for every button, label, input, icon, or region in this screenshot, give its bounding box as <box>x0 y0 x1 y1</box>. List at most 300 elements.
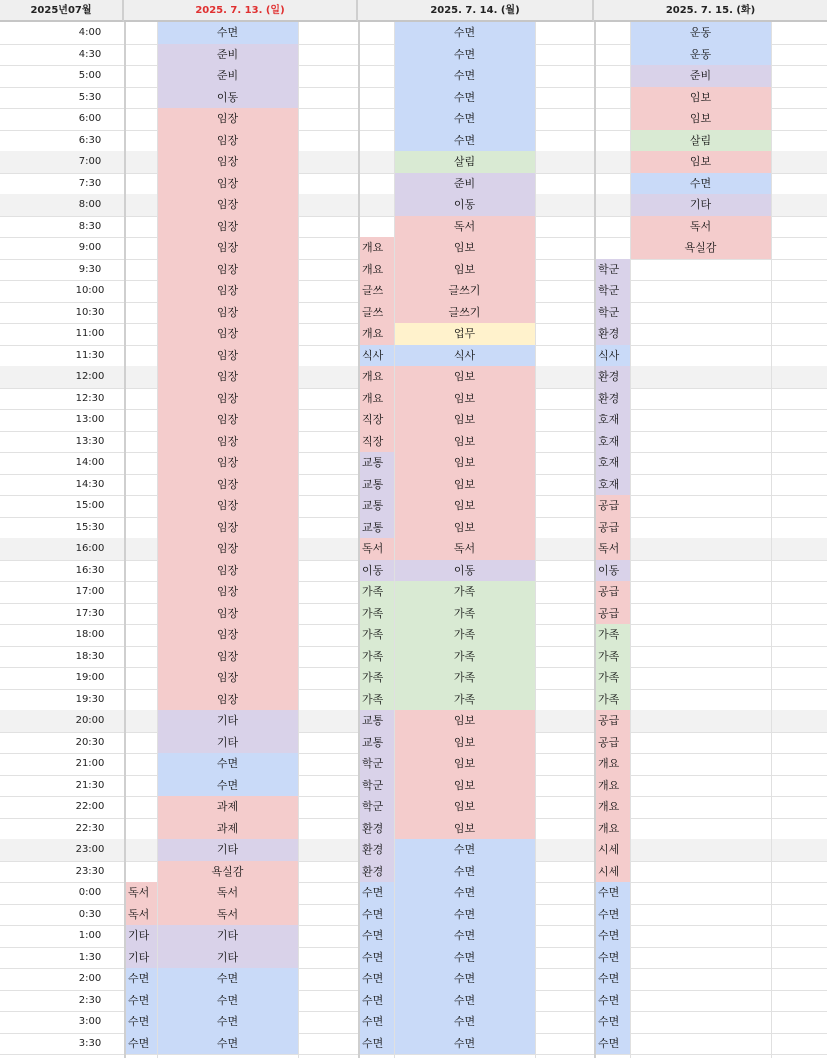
time-cell[interactable]: 2:00 <box>78 973 102 984</box>
time-cell[interactable]: 13:00 <box>75 414 105 425</box>
schedule-cell[interactable] <box>124 517 157 539</box>
schedule-cell[interactable]: 욕실감 <box>157 861 298 883</box>
schedule-cell[interactable]: 기타 <box>630 194 771 216</box>
schedule-cell[interactable]: 임보 <box>394 775 535 797</box>
schedule-cell[interactable]: 수면 <box>594 904 630 926</box>
schedule-cell[interactable] <box>358 22 394 44</box>
schedule-cell[interactable]: 임보 <box>394 452 535 474</box>
schedule-cell[interactable] <box>124 108 157 130</box>
schedule-cell[interactable] <box>124 173 157 195</box>
schedule-cell[interactable]: 공급 <box>594 517 630 539</box>
schedule-cell[interactable]: 교통 <box>358 732 394 754</box>
schedule-cell[interactable] <box>594 108 630 130</box>
schedule-cell[interactable]: 임장 <box>157 302 298 324</box>
schedule-cell[interactable]: 업무 <box>394 323 535 345</box>
schedule-cell[interactable]: 이동 <box>358 560 394 582</box>
schedule-cell[interactable]: 개요 <box>594 796 630 818</box>
schedule-cell[interactable]: 수면 <box>394 1033 535 1055</box>
time-cell[interactable]: 10:30 <box>75 306 105 318</box>
schedule-cell[interactable]: 임장 <box>157 130 298 152</box>
schedule-cell[interactable] <box>630 538 771 560</box>
schedule-cell[interactable]: 수면 <box>394 130 535 152</box>
time-cell[interactable]: 0:30 <box>78 908 102 920</box>
schedule-cell[interactable] <box>358 44 394 66</box>
schedule-cell[interactable]: 수면 <box>594 1033 630 1055</box>
schedule-cell[interactable]: 수면 <box>594 947 630 969</box>
schedule-cell[interactable]: 가족 <box>394 667 535 689</box>
schedule-cell[interactable] <box>124 624 157 646</box>
schedule-cell[interactable]: 글쓰기 <box>394 280 535 302</box>
time-cell[interactable]: 14:00 <box>75 457 105 468</box>
schedule-cell[interactable]: 수면 <box>157 22 298 44</box>
schedule-cell[interactable] <box>358 130 394 152</box>
time-cell[interactable]: 9:30 <box>78 263 102 275</box>
schedule-cell[interactable] <box>594 65 630 87</box>
schedule-cell[interactable]: 식사 <box>358 345 394 367</box>
schedule-cell[interactable]: 가족 <box>394 603 535 625</box>
schedule-cell[interactable]: 임장 <box>157 689 298 711</box>
schedule-cell[interactable]: 독서 <box>124 904 157 926</box>
schedule-cell[interactable] <box>124 130 157 152</box>
time-cell[interactable]: 7:00 <box>78 156 102 167</box>
time-cell[interactable]: 2:30 <box>78 994 102 1006</box>
day-header-2[interactable]: 2025. 7. 14. (월) <box>358 0 594 22</box>
schedule-cell[interactable] <box>630 624 771 646</box>
time-cell[interactable]: 3:30 <box>78 1037 102 1049</box>
schedule-cell[interactable]: 수면 <box>394 65 535 87</box>
schedule-cell[interactable]: 독서 <box>630 216 771 238</box>
schedule-cell[interactable]: 수면 <box>358 904 394 926</box>
schedule-cell[interactable] <box>124 796 157 818</box>
schedule-cell[interactable]: 수면 <box>157 990 298 1012</box>
schedule-cell[interactable]: 임보 <box>394 732 535 754</box>
schedule-cell[interactable]: 가족 <box>358 667 394 689</box>
schedule-cell[interactable]: 개요 <box>594 818 630 840</box>
schedule-cell[interactable]: 임장 <box>157 323 298 345</box>
schedule-cell[interactable] <box>630 689 771 711</box>
schedule-cell[interactable]: 임장 <box>157 452 298 474</box>
schedule-cell[interactable] <box>630 925 771 947</box>
schedule-cell[interactable]: 임장 <box>157 474 298 496</box>
schedule-cell[interactable] <box>594 151 630 173</box>
schedule-cell[interactable]: 임보 <box>394 366 535 388</box>
schedule-cell[interactable]: 가족 <box>394 646 535 668</box>
schedule-cell[interactable] <box>358 151 394 173</box>
time-cell[interactable]: 11:00 <box>75 328 105 339</box>
schedule-cell[interactable]: 독서 <box>157 882 298 904</box>
schedule-cell[interactable]: 독서 <box>394 216 535 238</box>
schedule-cell[interactable]: 임보 <box>394 818 535 840</box>
schedule-cell[interactable]: 임보 <box>394 388 535 410</box>
schedule-cell[interactable]: 이동 <box>157 87 298 109</box>
time-cell[interactable]: 17:00 <box>75 586 105 597</box>
schedule-cell[interactable]: 기타 <box>157 839 298 861</box>
schedule-cell[interactable] <box>630 560 771 582</box>
schedule-cell[interactable]: 수면 <box>124 1011 157 1033</box>
schedule-cell[interactable]: 임장 <box>157 388 298 410</box>
schedule-cell[interactable]: 개요 <box>358 259 394 281</box>
schedule-cell[interactable]: 준비 <box>157 65 298 87</box>
schedule-cell[interactable] <box>124 366 157 388</box>
schedule-cell[interactable]: 살림 <box>630 130 771 152</box>
schedule-cell[interactable]: 환경 <box>358 818 394 840</box>
schedule-cell[interactable]: 수면 <box>358 1011 394 1033</box>
schedule-cell[interactable] <box>594 237 630 259</box>
schedule-cell[interactable]: 환경 <box>594 323 630 345</box>
schedule-cell[interactable]: 임장 <box>157 237 298 259</box>
schedule-cell[interactable] <box>630 646 771 668</box>
schedule-cell[interactable]: 가족 <box>594 689 630 711</box>
schedule-cell[interactable] <box>124 388 157 410</box>
schedule-cell[interactable]: 과제 <box>157 796 298 818</box>
schedule-cell[interactable] <box>124 581 157 603</box>
schedule-cell[interactable]: 개요 <box>358 323 394 345</box>
schedule-cell[interactable]: 가족 <box>358 689 394 711</box>
time-cell[interactable]: 5:00 <box>78 70 102 81</box>
schedule-cell[interactable] <box>594 22 630 44</box>
time-cell[interactable]: 15:30 <box>75 521 105 533</box>
schedule-cell[interactable]: 임보 <box>394 259 535 281</box>
schedule-cell[interactable]: 준비 <box>630 65 771 87</box>
schedule-cell[interactable]: 공급 <box>594 603 630 625</box>
schedule-cell[interactable] <box>124 194 157 216</box>
schedule-cell[interactable] <box>630 968 771 990</box>
schedule-cell[interactable]: 임장 <box>157 366 298 388</box>
schedule-cell[interactable]: 임장 <box>157 495 298 517</box>
schedule-cell[interactable]: 임보 <box>394 796 535 818</box>
schedule-cell[interactable]: 학군 <box>358 775 394 797</box>
schedule-cell[interactable]: 교통 <box>358 710 394 732</box>
schedule-cell[interactable] <box>124 818 157 840</box>
schedule-cell[interactable] <box>124 689 157 711</box>
schedule-cell[interactable]: 공급 <box>594 710 630 732</box>
schedule-cell[interactable]: 가족 <box>358 646 394 668</box>
schedule-cell[interactable]: 학군 <box>594 259 630 281</box>
schedule-cell[interactable]: 임보 <box>394 710 535 732</box>
schedule-cell[interactable]: 독서 <box>394 538 535 560</box>
time-cell[interactable]: 19:00 <box>75 672 105 683</box>
schedule-cell[interactable] <box>124 65 157 87</box>
schedule-cell[interactable] <box>124 216 157 238</box>
time-cell[interactable]: 4:00 <box>78 27 102 38</box>
schedule-cell[interactable]: 호재 <box>594 409 630 431</box>
schedule-cell[interactable] <box>630 732 771 754</box>
schedule-cell[interactable] <box>358 216 394 238</box>
schedule-cell[interactable]: 수면 <box>630 173 771 195</box>
schedule-cell[interactable]: 수면 <box>358 925 394 947</box>
schedule-cell[interactable]: 임장 <box>157 216 298 238</box>
schedule-cell[interactable]: 준비 <box>394 173 535 195</box>
schedule-cell[interactable]: 글쓰기 <box>394 302 535 324</box>
schedule-cell[interactable]: 수면 <box>594 1011 630 1033</box>
schedule-cell[interactable]: 수면 <box>124 1033 157 1055</box>
time-cell[interactable]: 23:30 <box>75 865 105 877</box>
schedule-cell[interactable]: 가족 <box>358 624 394 646</box>
schedule-cell[interactable]: 수면 <box>594 968 630 990</box>
schedule-cell[interactable]: 독서 <box>124 882 157 904</box>
schedule-cell[interactable]: 교통 <box>358 474 394 496</box>
schedule-cell[interactable] <box>124 603 157 625</box>
schedule-cell[interactable]: 환경 <box>358 839 394 861</box>
schedule-cell[interactable]: 교통 <box>358 452 394 474</box>
schedule-cell[interactable]: 독서 <box>594 538 630 560</box>
schedule-cell[interactable] <box>630 1011 771 1033</box>
schedule-cell[interactable]: 독서 <box>157 904 298 926</box>
schedule-cell[interactable]: 직장 <box>358 409 394 431</box>
schedule-cell[interactable] <box>630 366 771 388</box>
time-cell[interactable]: 17:30 <box>75 607 105 619</box>
schedule-cell[interactable] <box>124 710 157 732</box>
schedule-cell[interactable] <box>630 323 771 345</box>
time-cell[interactable]: 10:00 <box>75 285 105 296</box>
schedule-cell[interactable]: 수면 <box>358 947 394 969</box>
schedule-cell[interactable] <box>124 474 157 496</box>
schedule-cell[interactable]: 개요 <box>358 366 394 388</box>
schedule-cell[interactable]: 이동 <box>394 560 535 582</box>
schedule-cell[interactable] <box>124 560 157 582</box>
schedule-cell[interactable]: 임장 <box>157 431 298 453</box>
schedule-cell[interactable]: 임장 <box>157 560 298 582</box>
schedule-cell[interactable]: 기타 <box>124 925 157 947</box>
schedule-cell[interactable]: 수면 <box>157 1033 298 1055</box>
schedule-cell[interactable] <box>630 517 771 539</box>
schedule-cell[interactable]: 가족 <box>358 581 394 603</box>
schedule-cell[interactable]: 이동 <box>394 194 535 216</box>
schedule-cell[interactable]: 교통 <box>358 495 394 517</box>
schedule-cell[interactable]: 가족 <box>394 581 535 603</box>
schedule-cell[interactable] <box>630 280 771 302</box>
schedule-cell[interactable]: 직장 <box>358 431 394 453</box>
schedule-cell[interactable] <box>124 861 157 883</box>
schedule-cell[interactable]: 기타 <box>157 710 298 732</box>
schedule-cell[interactable]: 시세 <box>594 839 630 861</box>
time-cell[interactable]: 3:00 <box>78 1016 102 1027</box>
schedule-cell[interactable]: 임보 <box>394 431 535 453</box>
schedule-cell[interactable]: 기타 <box>157 732 298 754</box>
schedule-cell[interactable] <box>630 667 771 689</box>
time-cell[interactable]: 1:00 <box>78 930 102 941</box>
schedule-cell[interactable] <box>124 452 157 474</box>
schedule-cell[interactable]: 임장 <box>157 538 298 560</box>
schedule-cell[interactable] <box>630 990 771 1012</box>
schedule-cell[interactable]: 글쓰 <box>358 302 394 324</box>
schedule-cell[interactable] <box>124 775 157 797</box>
time-cell[interactable]: 1:30 <box>78 951 102 963</box>
schedule-cell[interactable] <box>124 87 157 109</box>
schedule-cell[interactable]: 공급 <box>594 581 630 603</box>
time-cell[interactable]: 4:30 <box>78 48 102 60</box>
schedule-cell[interactable] <box>630 431 771 453</box>
schedule-cell[interactable]: 수면 <box>157 775 298 797</box>
schedule-cell[interactable] <box>594 44 630 66</box>
schedule-cell[interactable] <box>630 259 771 281</box>
schedule-cell[interactable] <box>124 345 157 367</box>
schedule-cell[interactable]: 개요 <box>358 388 394 410</box>
schedule-cell[interactable] <box>630 753 771 775</box>
schedule-cell[interactable]: 수면 <box>594 990 630 1012</box>
schedule-cell[interactable]: 임장 <box>157 603 298 625</box>
schedule-cell[interactable]: 임보 <box>630 87 771 109</box>
schedule-cell[interactable]: 가족 <box>594 667 630 689</box>
time-cell[interactable]: 12:00 <box>75 371 105 382</box>
day-header-3[interactable]: 2025. 7. 15. (화) <box>594 0 827 22</box>
schedule-cell[interactable] <box>358 108 394 130</box>
schedule-cell[interactable]: 식사 <box>394 345 535 367</box>
schedule-cell[interactable] <box>594 87 630 109</box>
schedule-cell[interactable] <box>630 452 771 474</box>
schedule-cell[interactable]: 가족 <box>594 624 630 646</box>
time-cell[interactable]: 21:30 <box>75 779 105 791</box>
schedule-cell[interactable] <box>630 839 771 861</box>
time-cell[interactable]: 22:30 <box>75 822 105 834</box>
schedule-cell[interactable]: 공급 <box>594 732 630 754</box>
schedule-cell[interactable]: 수면 <box>394 947 535 969</box>
schedule-cell[interactable]: 임장 <box>157 173 298 195</box>
schedule-cell[interactable]: 임장 <box>157 517 298 539</box>
schedule-cell[interactable]: 수면 <box>394 968 535 990</box>
schedule-cell[interactable]: 임장 <box>157 581 298 603</box>
schedule-cell[interactable]: 개요 <box>358 237 394 259</box>
time-cell[interactable]: 21:00 <box>75 758 105 769</box>
schedule-cell[interactable]: 환경 <box>358 861 394 883</box>
schedule-cell[interactable]: 임보 <box>394 474 535 496</box>
schedule-cell[interactable]: 임보 <box>394 237 535 259</box>
time-cell[interactable]: 15:00 <box>75 500 105 511</box>
schedule-cell[interactable] <box>124 495 157 517</box>
schedule-cell[interactable] <box>124 22 157 44</box>
schedule-cell[interactable]: 학군 <box>594 302 630 324</box>
schedule-cell[interactable] <box>630 581 771 603</box>
schedule-cell[interactable]: 임보 <box>394 495 535 517</box>
time-cell[interactable]: 13:30 <box>75 435 105 447</box>
schedule-cell[interactable]: 임장 <box>157 345 298 367</box>
time-cell[interactable]: 16:30 <box>75 564 105 576</box>
day-header-1[interactable]: 2025. 7. 13. (일) <box>124 0 358 22</box>
schedule-cell[interactable]: 글쓰 <box>358 280 394 302</box>
schedule-cell[interactable] <box>124 280 157 302</box>
schedule-cell[interactable]: 호재 <box>594 474 630 496</box>
schedule-cell[interactable] <box>630 388 771 410</box>
schedule-cell[interactable]: 환경 <box>594 366 630 388</box>
time-cell[interactable]: 18:00 <box>75 629 105 640</box>
time-cell[interactable]: 8:00 <box>78 199 102 210</box>
time-cell[interactable]: 18:30 <box>75 650 105 662</box>
schedule-cell[interactable]: 수면 <box>394 1011 535 1033</box>
schedule-cell[interactable] <box>358 194 394 216</box>
schedule-cell[interactable] <box>630 710 771 732</box>
schedule-cell[interactable]: 임장 <box>157 151 298 173</box>
schedule-cell[interactable]: 수면 <box>594 882 630 904</box>
schedule-cell[interactable]: 수면 <box>394 925 535 947</box>
schedule-cell[interactable]: 과제 <box>157 818 298 840</box>
schedule-cell[interactable] <box>594 173 630 195</box>
schedule-cell[interactable]: 교통 <box>358 517 394 539</box>
schedule-cell[interactable]: 수면 <box>394 882 535 904</box>
schedule-cell[interactable] <box>594 130 630 152</box>
schedule-cell[interactable] <box>630 796 771 818</box>
schedule-cell[interactable]: 가족 <box>594 646 630 668</box>
schedule-cell[interactable]: 수면 <box>157 1011 298 1033</box>
schedule-cell[interactable] <box>124 259 157 281</box>
schedule-cell[interactable]: 임보 <box>394 753 535 775</box>
time-cell[interactable]: 6:00 <box>78 113 102 124</box>
schedule-cell[interactable] <box>124 646 157 668</box>
time-cell[interactable]: 19:30 <box>75 693 105 705</box>
schedule-cell[interactable]: 수면 <box>124 990 157 1012</box>
schedule-cell[interactable] <box>124 431 157 453</box>
schedule-cell[interactable]: 호재 <box>594 452 630 474</box>
time-cell[interactable]: 16:00 <box>75 543 105 554</box>
schedule-cell[interactable] <box>630 474 771 496</box>
schedule-cell[interactable]: 운동 <box>630 22 771 44</box>
time-cell[interactable]: 7:30 <box>78 177 102 189</box>
schedule-cell[interactable]: 수면 <box>358 882 394 904</box>
time-cell[interactable]: 9:00 <box>78 242 102 253</box>
schedule-cell[interactable]: 임장 <box>157 194 298 216</box>
schedule-cell[interactable]: 임보 <box>394 517 535 539</box>
schedule-cell[interactable]: 욕실감 <box>630 237 771 259</box>
schedule-cell[interactable]: 임장 <box>157 108 298 130</box>
schedule-cell[interactable]: 수면 <box>394 904 535 926</box>
schedule-cell[interactable]: 개요 <box>594 775 630 797</box>
schedule-cell[interactable] <box>124 237 157 259</box>
time-cell[interactable]: 11:30 <box>75 349 105 361</box>
schedule-cell[interactable] <box>630 302 771 324</box>
schedule-cell[interactable] <box>630 1033 771 1055</box>
schedule-cell[interactable]: 수면 <box>394 839 535 861</box>
schedule-cell[interactable]: 수면 <box>358 990 394 1012</box>
schedule-cell[interactable]: 준비 <box>157 44 298 66</box>
schedule-cell[interactable] <box>124 732 157 754</box>
schedule-cell[interactable] <box>630 409 771 431</box>
schedule-cell[interactable]: 임장 <box>157 667 298 689</box>
schedule-cell[interactable] <box>124 839 157 861</box>
schedule-cell[interactable]: 수면 <box>394 108 535 130</box>
schedule-cell[interactable]: 개요 <box>594 753 630 775</box>
schedule-cell[interactable]: 수면 <box>394 861 535 883</box>
schedule-cell[interactable]: 수면 <box>394 87 535 109</box>
schedule-cell[interactable] <box>124 151 157 173</box>
schedule-cell[interactable] <box>124 538 157 560</box>
schedule-cell[interactable]: 가족 <box>358 603 394 625</box>
schedule-cell[interactable] <box>124 409 157 431</box>
time-cell[interactable]: 20:30 <box>75 736 105 748</box>
schedule-cell[interactable]: 식사 <box>594 345 630 367</box>
schedule-cell[interactable] <box>124 323 157 345</box>
schedule-cell[interactable]: 학군 <box>358 753 394 775</box>
schedule-cell[interactable]: 기타 <box>157 925 298 947</box>
schedule-cell[interactable]: 임장 <box>157 409 298 431</box>
schedule-cell[interactable] <box>630 904 771 926</box>
schedule-cell[interactable]: 기타 <box>157 947 298 969</box>
schedule-cell[interactable]: 임장 <box>157 280 298 302</box>
time-cell[interactable]: 5:30 <box>78 91 102 103</box>
schedule-cell[interactable]: 기타 <box>124 947 157 969</box>
schedule-cell[interactable]: 수면 <box>394 990 535 1012</box>
schedule-cell[interactable]: 운동 <box>630 44 771 66</box>
schedule-cell[interactable] <box>630 495 771 517</box>
schedule-cell[interactable]: 임보 <box>394 409 535 431</box>
schedule-cell[interactable]: 수면 <box>157 753 298 775</box>
time-cell[interactable]: 0:00 <box>78 887 102 898</box>
schedule-cell[interactable]: 수면 <box>394 44 535 66</box>
schedule-cell[interactable] <box>630 947 771 969</box>
month-header[interactable]: 2025년07월 <box>0 0 124 22</box>
schedule-cell[interactable]: 임장 <box>157 646 298 668</box>
schedule-cell[interactable]: 살림 <box>394 151 535 173</box>
time-cell[interactable]: 20:00 <box>75 715 105 726</box>
schedule-cell[interactable]: 학군 <box>358 796 394 818</box>
